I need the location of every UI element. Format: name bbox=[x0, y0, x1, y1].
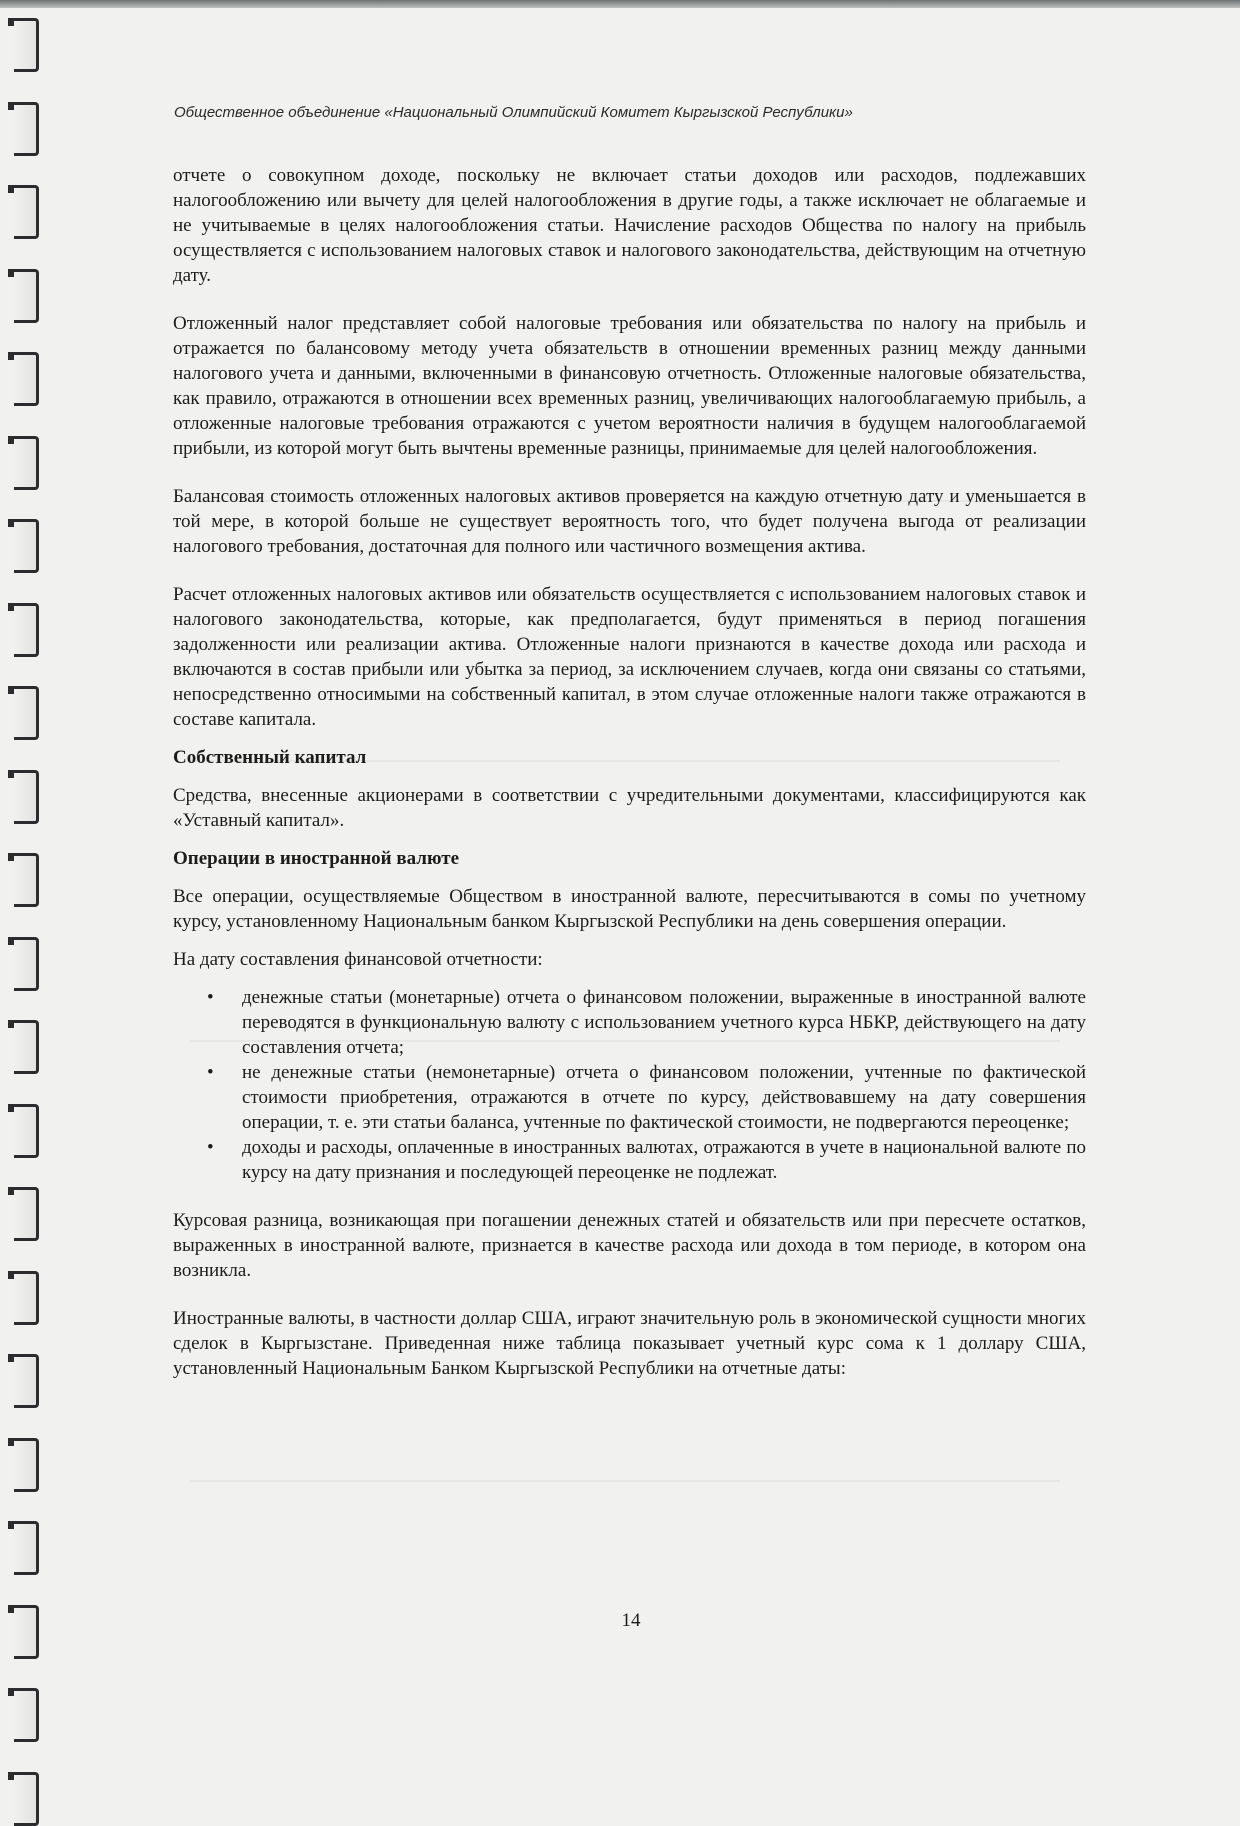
paragraph: Иностранные валюты, в частности доллар США, играют значительную роль в экономической сущности многих сделок в Кыргызстане. Приведенная ниже таблица показывает учетный курс сома к 1 доллару США, установленный Национальным Банком Кыргызской Республики на отчетные даты: bbox=[173, 1308, 1086, 1379]
binding-ring bbox=[14, 1104, 39, 1158]
bullet-icon: • bbox=[207, 987, 214, 1008]
page-top-edge bbox=[0, 0, 1240, 8]
page-number: 14 bbox=[621, 1610, 641, 1631]
list-item bbox=[173, 1060, 1086, 1135]
binding-ring bbox=[14, 853, 39, 907]
paragraph: Курсовая разница, возникающая при погашении денежных статей и обязательств или при пересчете остатков, выраженных в иностранной валюте, признается в качестве расхода или дохода в том периоде, в котором она возникла. bbox=[173, 1210, 1086, 1281]
binding-ring bbox=[14, 185, 39, 239]
paragraph: Средства, внесенные акционерами в соответствии с учредительными документами, классифицируются как «Уставный капитал». bbox=[173, 785, 1086, 831]
document-header: Общественное объединение «Национальный Олимпийский Комитет Кыргызской Республики» bbox=[174, 104, 853, 121]
section-heading-foreign-currency: Операции в иностранной валюте bbox=[173, 848, 460, 869]
bullet-icon: • bbox=[207, 1062, 214, 1083]
binding-ring bbox=[14, 436, 39, 490]
list-item-text: денежные статьи (монетарные) отчета о финансовом положении, выраженные в иностранной валюте переводятся в функциональную валюту с использованием учетного курса НБКР, действующего на дату составления отчета; bbox=[242, 987, 1086, 1058]
binding-ring bbox=[14, 1438, 39, 1492]
spiral-binding bbox=[8, 0, 44, 1755]
document-body bbox=[173, 163, 1086, 1381]
binding-ring bbox=[14, 519, 39, 573]
bullet-icon: • bbox=[207, 1137, 214, 1158]
section-heading-equity: Собственный капитал bbox=[173, 747, 367, 768]
paragraph: Все операции, осуществляемые Обществом в иностранной валюте, пересчитываются в сомы по учетному курсу, установленному Национальным банком Кыргызской Республики на день совершения операции. bbox=[173, 886, 1086, 932]
binding-ring bbox=[14, 1020, 39, 1074]
binding-ring bbox=[14, 102, 39, 156]
bleed-through-line bbox=[190, 1480, 1060, 1482]
list-item-text: доходы и расходы, оплаченные в иностранных валютах, отражаются в учете в национальной валюте по курсу на дату признания и последующей переоценке не подлежат. bbox=[242, 1137, 1086, 1183]
binding-ring bbox=[14, 603, 39, 657]
binding-ring bbox=[14, 1187, 39, 1241]
paragraph: Отложенный налог представляет собой налоговые требования или обязательства по налогу на прибыль и отражается по балансовому методу учета обязательств в отношении временных разниц между данными налогового учета и данными, включенными в финансовую отчетность. Отложенные налоговые обязательства, как правило, отражаются в отношении всех временных разниц, увеличивающих налогооблагаемую прибыль, а отложенные налоговые требования отражаются с учетом вероятности наличия в будущем налогооблагаемой прибыли, из которой могут быть вычтены временные разницы, принимаемые для целей налогообложения. bbox=[173, 313, 1086, 459]
binding-ring bbox=[14, 937, 39, 991]
paragraph: отчете о совокупном доходе, поскольку не включает статьи доходов или расходов, подлежавших налогообложению или вычету для целей налогообложения в другие годы, а также исключает не облагаемые и не учитываемые в целях налогообложения статьи. Начисление расходов Общества по налогу на прибыль осуществляется с использованием налоговых ставок и налогового законодательства, действующим на отчетную дату. bbox=[173, 165, 1086, 286]
binding-ring bbox=[14, 269, 39, 323]
binding-ring bbox=[14, 1772, 39, 1826]
binding-ring bbox=[14, 1688, 39, 1742]
binding-ring bbox=[14, 18, 39, 72]
list-item bbox=[173, 1135, 1086, 1185]
paragraph: Балансовая стоимость отложенных налоговых активов проверяется на каждую отчетную дату и уменьшается в той мере, в которой больше не существует вероятность того, что будет получена выгода от реализации налогового требования, достаточная для полного или частичного возмещения актива. bbox=[173, 486, 1086, 557]
binding-ring bbox=[14, 1271, 39, 1325]
binding-ring bbox=[14, 352, 39, 406]
binding-ring bbox=[14, 1354, 39, 1408]
binding-ring bbox=[14, 1521, 39, 1575]
bullet-list bbox=[173, 985, 1086, 1185]
paragraph: На дату составления финансовой отчетности: bbox=[173, 949, 543, 970]
list-item-text: не денежные статьи (немонетарные) отчета о финансовом положении, учтенные по фактической стоимости приобретения, отражаются в отчете по курсу, действовавшему на дату совершения операции, т. е. эти статьи баланса, учтенные по фактической стоимости, не подвергаются переоценке; bbox=[242, 1062, 1086, 1133]
paragraph: Расчет отложенных налоговых активов или обязательств осуществляется с использованием налоговых ставок и налогового законодательства, которые, как предполагается, будут применяться в период погашения задолженности или реализации актива. Отложенные налоги признаются в качестве дохода или расхода и включаются в состав прибыли или убытка за период, за исключением случаев, когда они связаны со статьями, непосредственно относимыми на собственный капитал, в этом случае отложенные налоги также отражаются в составе капитала. bbox=[173, 584, 1086, 730]
binding-ring bbox=[14, 686, 39, 740]
list-item bbox=[173, 985, 1086, 1060]
binding-ring bbox=[14, 770, 39, 824]
